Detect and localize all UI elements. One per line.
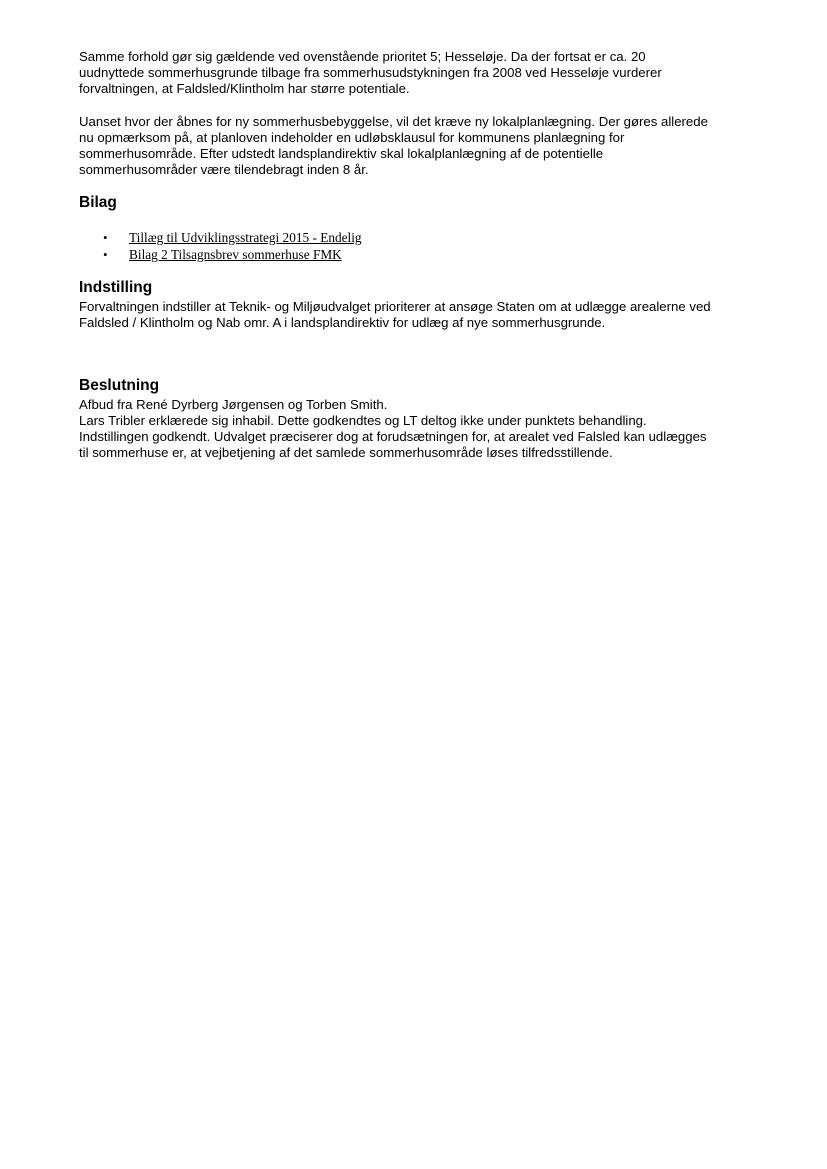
indstilling-heading: Indstilling <box>79 279 153 296</box>
paragraph-lokalplanlaegning: Uanset hvor der åbnes for ny sommerhusbebyggelse, vil det kræve ny lokalplanlægning. Der gøres allerede nu opmærksom på, at planloven indeholder en udløbsklausul for kommunens planlægning for sommerhusområde. Efter udstedt landsplandirektiv skal lokalplanlægning af de potentielle sommerhusområder være tilendebragt inden 8 år. <box>79 114 708 177</box>
paragraph-hesseloje: Samme forhold gør sig gældende ved ovenstående prioritet 5; Hesseløje. Da der fortsat er ca. 20 uudnyttede sommerhusgrunde tilbage fra sommerhusudstykningen fra 2008 ved Hesseløje vurderer forvaltningen, at Faldsled/Klintholm har større potentiale. <box>79 49 662 96</box>
bullet-icon: • <box>103 230 108 245</box>
beslutning-heading: Beslutning <box>79 377 160 394</box>
attachment-link-udviklingsstrategi[interactable]: Tillæg til Udviklingsstrategi 2015 - Endelig <box>129 230 362 245</box>
indstilling-text: Forvaltningen indstiller at Teknik- og Miljøudvalget prioriterer at ansøge Staten om at udlægge arealerne ved Faldsled / Klintholm og Nab omr. A i landsplandirektiv for udlæg af nye sommerhusgrunde. <box>79 299 711 330</box>
bilag-heading: Bilag <box>79 194 117 211</box>
beslutning-text: Afbud fra René Dyrberg Jørgensen og Torben Smith. Lars Tribler erklærede sig inhabil. Dette godkendtes og LT deltog ikke under punktets behandling. Indstillingen godkendt. Udvalget præciserer dog at forudsætningen for, at arealet ved Falsled kan udlægges til sommerhuse er, at vejbetjening af det samlede sommerhusområde løses tilfredsstillende. <box>79 397 707 460</box>
attachment-item <box>79 229 769 246</box>
attachment-link-tilsagnsbrev[interactable]: Bilag 2 Tilsagnsbrev sommerhuse FMK <box>129 247 342 262</box>
attachment-item <box>79 246 769 263</box>
attachment-list <box>79 229 769 263</box>
document-page <box>79 49 769 461</box>
bullet-icon: • <box>103 247 108 262</box>
